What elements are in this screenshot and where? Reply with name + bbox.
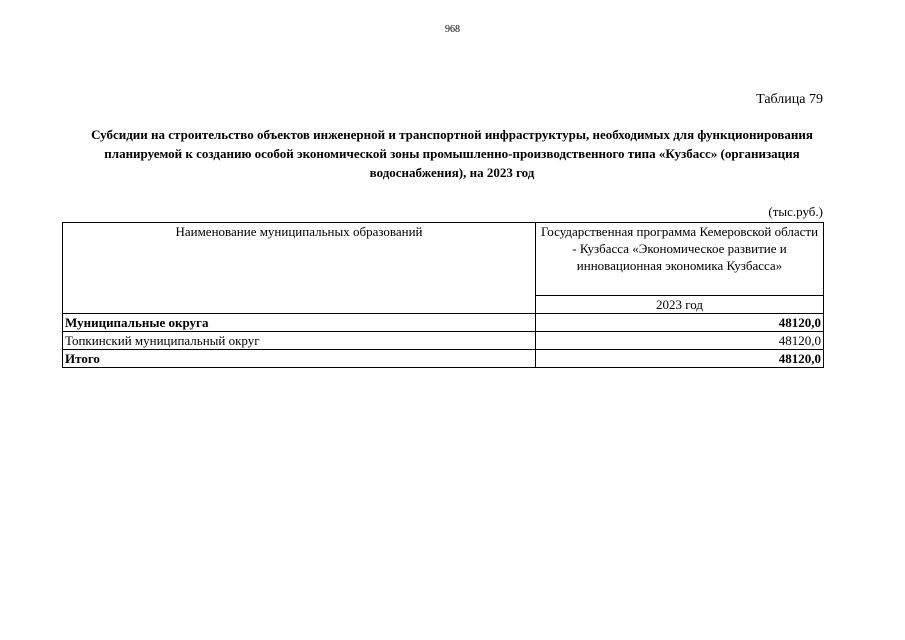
row-value: 48120,0 xyxy=(536,332,824,350)
total-name: Итого xyxy=(63,350,536,368)
units-label: (тыс.руб.) xyxy=(768,204,823,219)
total-value: 48120,0 xyxy=(536,350,824,368)
header-program: Государственная программа Кемеровской области - Кузбасса «Экономическое развитие и инновационная экономика Кузбасса» xyxy=(536,223,824,296)
table-number: Таблица 79 xyxy=(756,92,823,107)
row-name: Муниципальные округа xyxy=(63,314,536,332)
table-row xyxy=(63,314,824,332)
table-title: Субсидии на строительство объектов инженерной и транспортной инфраструктуры, необходимых для функционирования планируемой к созданию особой экономической зоны промышленно-производственного типа «Кузбасс» (организация водоснабжения), на 2023 год xyxy=(91,127,813,180)
table-header-row xyxy=(63,223,824,296)
row-name: Топкинский муниципальный округ xyxy=(63,332,536,350)
page-number: 968 xyxy=(445,24,460,35)
header-municipality: Наименование муниципальных образований xyxy=(63,223,536,314)
table-row xyxy=(63,332,824,350)
header-year: 2023 год xyxy=(536,296,824,314)
table-total-row xyxy=(63,350,824,368)
subsidy-table xyxy=(62,222,824,368)
row-value: 48120,0 xyxy=(536,314,824,332)
